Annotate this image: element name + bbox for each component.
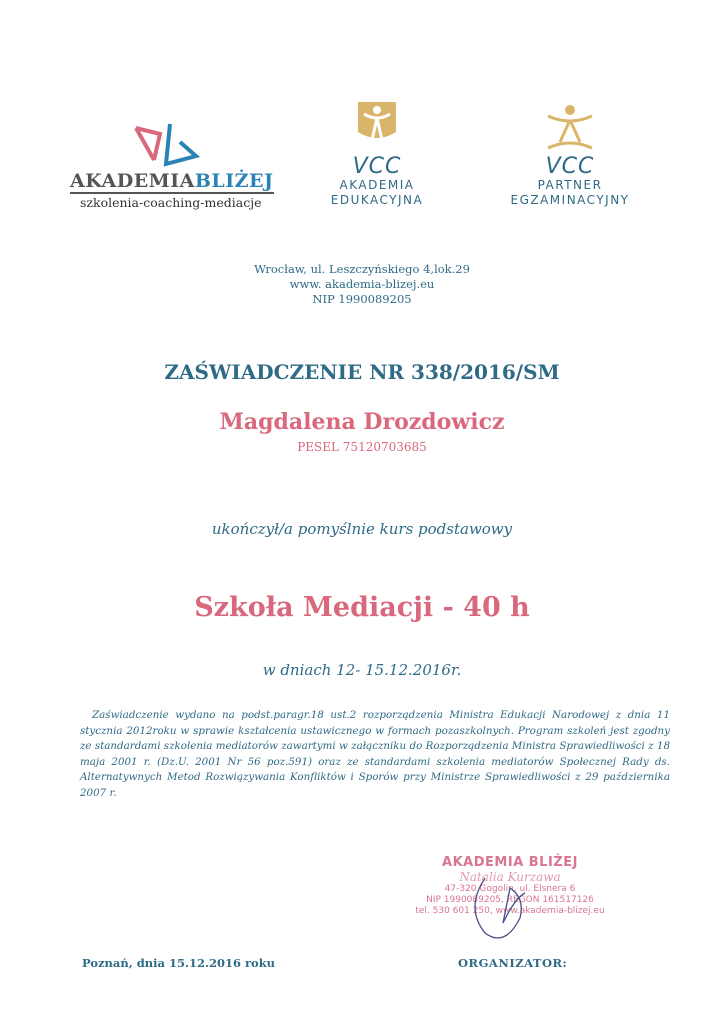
stamp-contact: tel. 530 601 250, www.akademia-blizej.eu bbox=[415, 906, 605, 916]
recipient-name: Magdalena Drozdowicz bbox=[219, 409, 505, 435]
stamp-person: Natalia Kurzawa bbox=[459, 870, 561, 884]
signature-icon bbox=[465, 868, 545, 948]
organizer-label: ORGANIZATOR: bbox=[458, 956, 568, 970]
vcc-akademia-logo bbox=[307, 100, 447, 208]
course-dates: w dniach 12- 15.12.2016r. bbox=[262, 661, 462, 679]
arrows-logo-icon bbox=[132, 120, 202, 170]
vcc-line1: PARTNER bbox=[537, 178, 603, 192]
address-street: Wrocław, ul. Leszczyńskiego 4,lok.29 bbox=[254, 262, 470, 276]
address-website: www. akademia-blizej.eu bbox=[289, 277, 435, 291]
place-and-date: Poznań, dnia 15.12.2016 roku bbox=[82, 956, 276, 970]
course-name: Szkoła Mediacji - 40 h bbox=[194, 592, 530, 623]
vcc-brand: VCC bbox=[352, 154, 402, 179]
certificate-title: ZAŚWIADCZENIE NR 338/2016/SM bbox=[164, 360, 560, 384]
stamp-name: AKADEMIA BLIŻEJ bbox=[442, 855, 578, 870]
vcc-line2: EGZAMINACYJNY bbox=[510, 193, 630, 207]
completion-text: ukończył/a pomyślnie kurs podstawowy bbox=[211, 520, 513, 538]
vcc-figure-icon bbox=[540, 102, 600, 152]
vcc-brand: VCC bbox=[545, 154, 595, 179]
vcc-partner-logo bbox=[500, 102, 640, 208]
vcc-line2: EDUKACYJNA bbox=[330, 193, 424, 207]
logo-name: AKADEMIABLIŻEJ bbox=[70, 170, 274, 192]
vcc-line1: AKADEMIA bbox=[339, 178, 415, 192]
stamp-address: 47-320 Gogolin, ul. Elsnera 6 bbox=[444, 884, 576, 894]
recipient-pesel: PESEL 75120703685 bbox=[297, 440, 427, 454]
logo-tagline: szkolenia-coaching-mediacje bbox=[80, 195, 262, 210]
vcc-shield-icon bbox=[352, 100, 402, 152]
legal-basis-text: Zaświadczenie wydano na podst.paragr.18 ust.2 rozporządzenia Ministra Edukacji Narodowej z dnia 11 stycznia 2012roku w sprawie kształcenia ustawicznego w formach pozaszkolnych. Program szkoleń jest zgodny ze standardami szkolenia mediatorów zawartymi w załączniku do Rozporządzenia Ministra Sprawiedliwości z 18 maja 2001 r. (Dz.U. 2001 Nr 56 poz.591) oraz ze standardami szkolenia mediatorów Społecznej Rady ds. Alternatywnych Metod Rozwiązywania Konfliktów i Sporów przy Ministrze Sprawiedliwości z 29 października 2007 r. bbox=[80, 709, 670, 799]
address-nip: NIP 1990089205 bbox=[312, 292, 412, 306]
stamp-nip-regon: NIP 1990089205, REGON 161517126 bbox=[426, 895, 594, 905]
address-block bbox=[0, 262, 724, 307]
